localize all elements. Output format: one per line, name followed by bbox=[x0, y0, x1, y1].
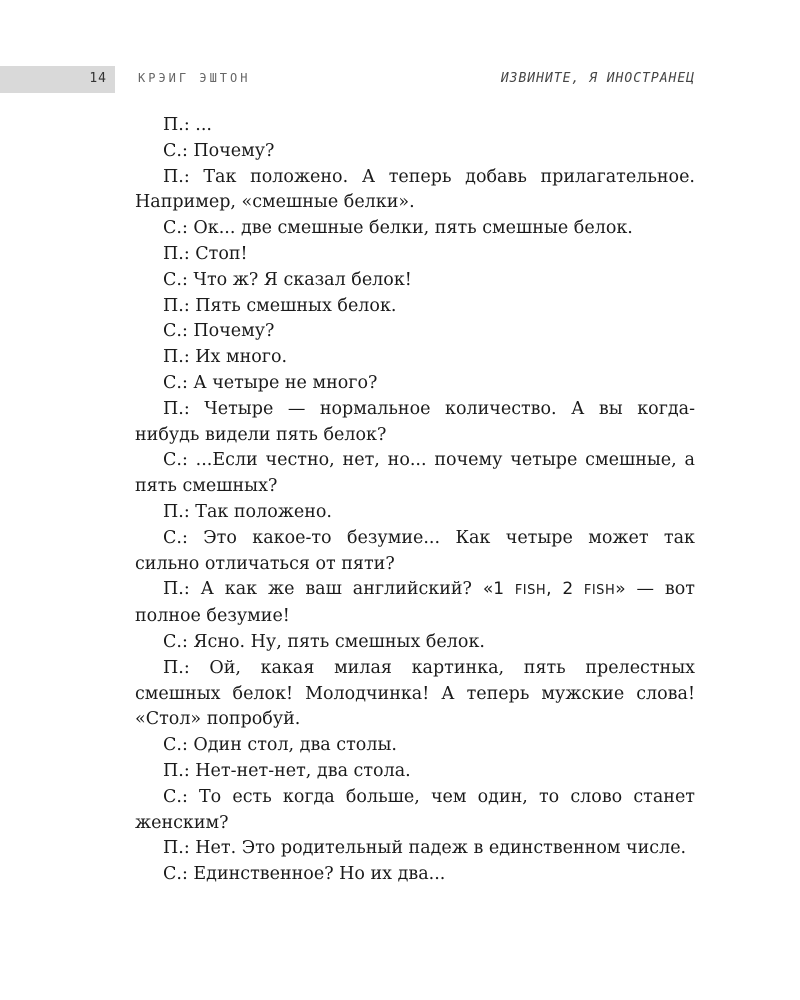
paragraph: П.: Ой, какая милая картинка, пять прелестных смешных белок! Молодчинка! А теперь мужские слова! «Стол» попробуй. bbox=[135, 657, 695, 730]
fish-close-quote: » bbox=[615, 579, 626, 600]
fish-after: — вот полное безумие! bbox=[135, 579, 695, 627]
paragraph: П.: ... bbox=[163, 115, 212, 135]
paragraph: С.: Почему? bbox=[163, 321, 275, 342]
paragraph: С.: Это какое-то безумие... Как четыре может так сильно отличаться от пяти? bbox=[135, 527, 695, 574]
fish-comma: , bbox=[546, 579, 563, 600]
paragraph: П.: Так положено. А теперь добавь прилагательное. Например, «смешные белки». bbox=[135, 166, 695, 213]
running-header bbox=[0, 62, 800, 92]
paragraph: П.: Четыре — нормальное количество. А вы когда-нибудь видели пять белок? bbox=[135, 398, 695, 445]
paragraph: С.: Ясно. Ну, пять смешных белок. bbox=[163, 631, 485, 652]
page-number-tab bbox=[0, 66, 115, 93]
paragraph: С.: Один стол, два столы. bbox=[163, 735, 397, 756]
paragraph: С.: А четыре не много? bbox=[163, 372, 378, 393]
fish-word-2: FISH bbox=[583, 583, 616, 599]
fish-one: 1 bbox=[493, 579, 515, 600]
paragraph: С.: Ок... две смешные белки, пять смешные белок. bbox=[163, 218, 633, 239]
paragraph: П.: Нет. Это родительный падеж в единственном числе. bbox=[163, 838, 687, 859]
page-number: 14 bbox=[89, 71, 107, 86]
paragraph: С.: ...Если честно, нет, но... почему четыре смешные, а пять смешных? bbox=[135, 450, 695, 497]
running-author: КРЭИГ ЭШТОН bbox=[138, 71, 251, 85]
paragraph: С.: Что ж? Я сказал белок! bbox=[163, 269, 412, 290]
fish-two: 2 bbox=[562, 579, 584, 600]
running-book-title: ИЗВИНИТЕ, Я ИНОСТРАНЕЦ bbox=[500, 71, 695, 86]
paragraph: П.: Стоп! bbox=[163, 243, 248, 264]
paragraph: С.: Единственное? Но их два... bbox=[163, 864, 446, 885]
paragraph: С.: То есть когда больше, чем один, то слово станет женским? bbox=[135, 786, 695, 833]
paragraph-fish bbox=[135, 577, 695, 630]
fish-word-1: FISH bbox=[514, 583, 547, 599]
fish-before: П.: А как же ваш английский? bbox=[163, 579, 483, 600]
paragraph: С.: Почему? bbox=[163, 140, 275, 161]
paragraph: П.: Пять смешных белок. bbox=[163, 295, 397, 316]
paragraph: П.: Нет-нет-нет, два стола. bbox=[163, 760, 411, 781]
fish-open-quote: « bbox=[482, 579, 494, 600]
paragraph: П.: Так положено. bbox=[163, 501, 332, 522]
dialogue-body bbox=[135, 113, 695, 888]
paragraph: П.: Их много. bbox=[163, 347, 288, 368]
